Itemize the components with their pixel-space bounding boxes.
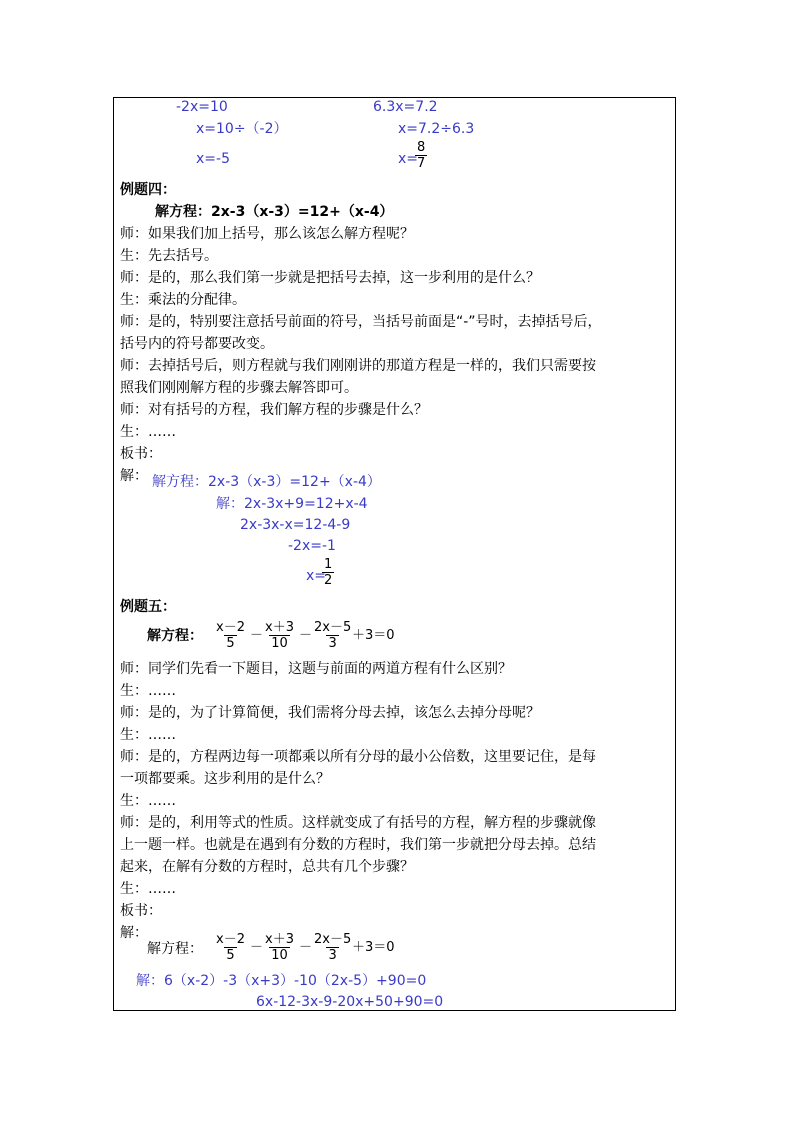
top-right-frac-lhs: x= <box>398 151 419 167</box>
ex5-operator: － <box>299 628 313 643</box>
ex5-board-operator: ＋3＝0 <box>352 940 395 955</box>
fraction-denominator: 5 <box>226 948 235 963</box>
ex5-dialogue-line: 师：是的，方程两边每一项都乘以所有分母的最小公倍数，这里要记住，是每 <box>120 749 596 765</box>
ex5-board-fraction-3 <box>312 932 353 963</box>
fraction-numerator: 2x－5 <box>314 620 352 635</box>
ex4-board-problem: 解方程：2x-3（x-3）=12+（x-4） <box>152 474 381 490</box>
fraction-denominator: 3 <box>328 948 337 963</box>
ex4-step-1: 解：2x-3x+9=12+x-4 <box>216 496 368 512</box>
ex4-dialogue-line: 照我们刚刚解方程的步骤去解答即可。 <box>120 380 358 396</box>
ex4-dialogue-line: 师：是的，那么我们第一步就是把括号去掉，这一步利用的是什么？ <box>120 270 540 286</box>
top-left-eq-2: x=10÷（-2） <box>196 121 288 137</box>
fraction-numerator: 2x－5 <box>314 932 352 947</box>
ex4-step-2: 2x-3x-x=12-4-9 <box>240 517 351 533</box>
ex5-fraction-2 <box>263 620 296 651</box>
fraction-denominator: 3 <box>328 636 337 651</box>
ex5-problem-label: 解方程： <box>147 628 203 644</box>
ex4-dialogue-line: 解： <box>120 468 148 484</box>
top-right-eq-2: x=7.2÷6.3 <box>398 121 475 137</box>
ex5-dialogue-line: 起来，在解有分数的方程时，总共有几个步骤？ <box>120 859 414 875</box>
ex5-dialogue-line: 生：…… <box>120 793 176 809</box>
top-left-eq-3: x=-5 <box>196 151 230 167</box>
fraction-numerator: x－2 <box>216 620 245 635</box>
ex4-dialogue-line: 括号内的符号都要改变。 <box>120 336 274 352</box>
ex5-dialogue-line: 师：是的，利用等式的性质。这样就变成了有括号的方程，解方程的步骤就像 <box>120 815 596 831</box>
ex5-dialogue-line: 板书： <box>120 903 162 919</box>
top-left-eq-1: -2x=10 <box>176 99 228 115</box>
ex5-board-operator: － <box>250 940 264 955</box>
ex5-fraction-1 <box>214 620 247 651</box>
fraction-denominator: 10 <box>271 636 288 651</box>
ex4-final-lhs: x= <box>306 568 327 584</box>
fraction-denominator: 5 <box>226 636 235 651</box>
fraction-denominator: 7 <box>417 156 426 171</box>
top-right-fraction <box>415 140 427 171</box>
ex5-step-1: 解：6（x-2）-3（x+3）-10（2x-5）+90=0 <box>136 973 427 989</box>
ex5-operator: ＋3＝0 <box>352 628 395 643</box>
ex5-dialogue-line: 师：同学们先看一下题目，这题与前面的两道方程有什么区别？ <box>120 661 512 677</box>
ex5-board-fraction-2 <box>263 932 296 963</box>
ex5-dialogue-line: 生：…… <box>120 683 176 699</box>
fraction-denominator: 10 <box>271 948 288 963</box>
fraction-numerator: 1 <box>324 557 333 572</box>
ex5-dialogue-line: 解： <box>120 925 148 941</box>
ex4-dialogue-line: 师：如果我们加上括号，那么该怎么解方程呢？ <box>120 226 414 242</box>
ex4-dialogue-line: 生：乘法的分配律。 <box>120 292 246 308</box>
ex4-dialogue-line: 师：去掉括号后，则方程就与我们刚刚讲的那道方程是一样的，我们只需要按 <box>120 358 596 374</box>
ex5-dialogue-line: 上一题一样。也就是在遇到有分数的方程时，我们第一步就把分母去掉。总结 <box>120 837 596 853</box>
ex5-board-operator: － <box>299 940 313 955</box>
ex4-step-3: -2x=-1 <box>288 538 336 554</box>
ex4-dialogue-line: 师：是的，特别要注意括号前面的符号，当括号前面是“-”号时，去掉括号后， <box>120 314 602 330</box>
ex5-step-2: 6x-12-3x-9-20x+50+90=0 <box>256 994 444 1010</box>
ex4-dialogue-line: 生：先去括号。 <box>120 248 218 264</box>
ex4-final-fraction <box>322 557 334 588</box>
ex4-dialogue-line: 师：对有括号的方程，我们解方程的步骤是什么？ <box>120 402 428 418</box>
ex4-dialogue-line: 生：…… <box>120 424 176 440</box>
ex5-fraction-3 <box>312 620 353 651</box>
example-4-problem: 解方程：2x-3（x-3）=12+（x-4） <box>155 204 394 220</box>
ex5-board-fraction-1 <box>214 932 247 963</box>
fraction-denominator: 2 <box>324 573 333 588</box>
fraction-numerator: x－2 <box>216 932 245 947</box>
ex5-dialogue-line: 一项都要乘。这步利用的是什么？ <box>120 771 330 787</box>
ex5-dialogue-line: 生：…… <box>120 727 176 743</box>
ex5-dialogue-line: 师：是的，为了计算简便，我们需将分母去掉，该怎么去掉分母呢？ <box>120 705 540 721</box>
ex5-operator: － <box>250 628 264 643</box>
ex4-dialogue-line: 板书： <box>120 446 162 462</box>
example-5-title: 例题五： <box>120 599 176 615</box>
ex5-board-label: 解方程： <box>147 941 203 957</box>
example-4-title: 例题四： <box>120 182 176 198</box>
top-right-eq-1: 6.3x=7.2 <box>373 99 438 115</box>
fraction-numerator: x＋3 <box>265 620 294 635</box>
fraction-numerator: 8 <box>417 140 426 155</box>
ex5-dialogue-line: 生：…… <box>120 881 176 897</box>
fraction-numerator: x＋3 <box>265 932 294 947</box>
